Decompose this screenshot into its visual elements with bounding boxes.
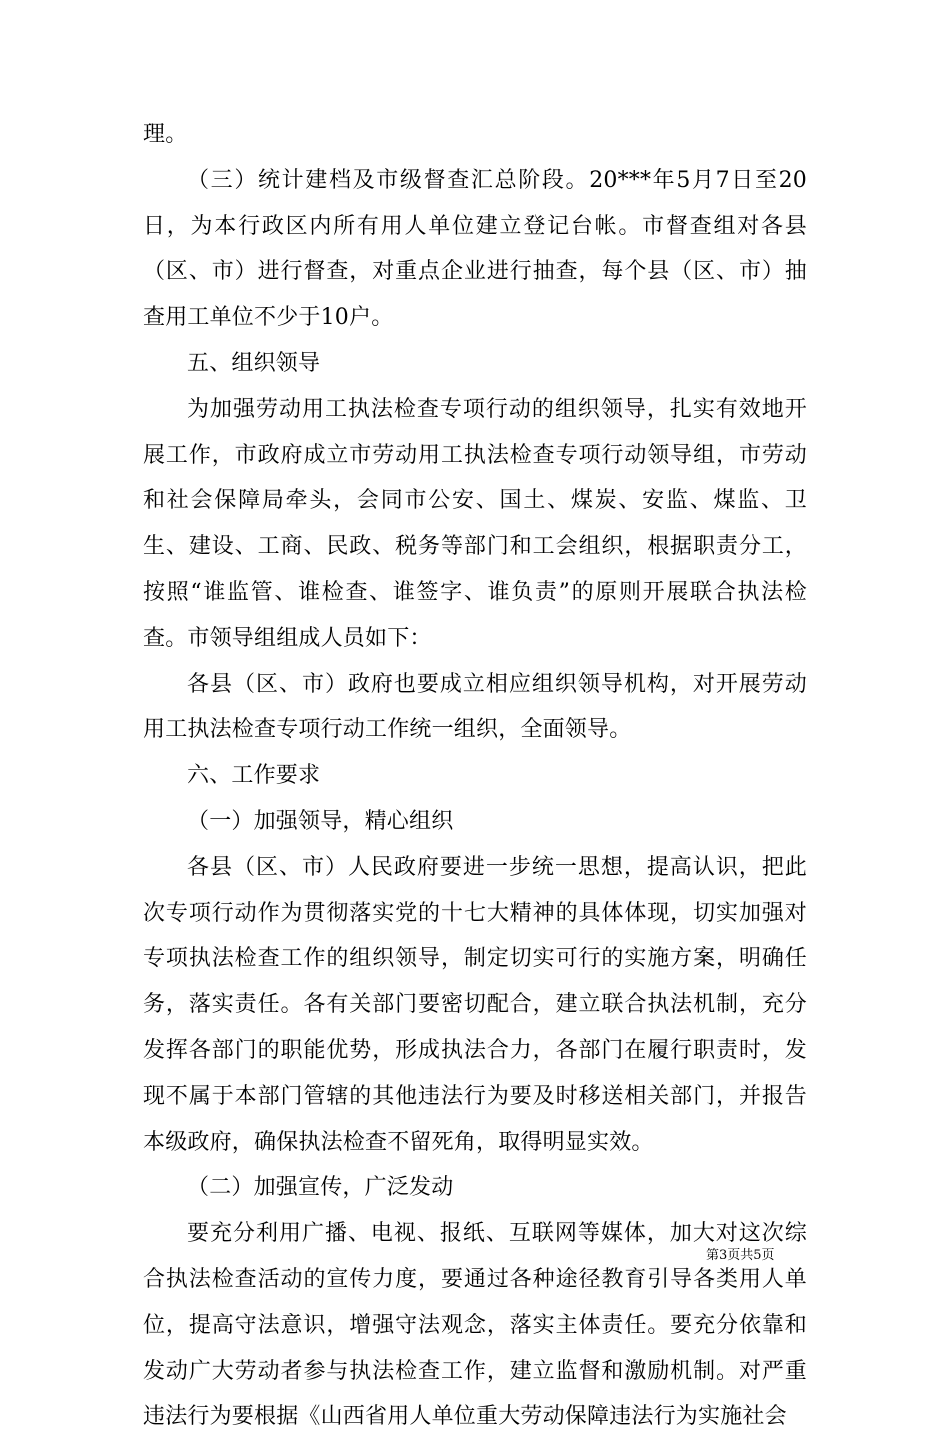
paragraph-3: 为加强劳动用工执法检查专项行动的组织领导，扎实有效地开展工作，市政府成立市劳动用工执法检查专项行动领导组，市劳动和社会保障局牵头，会同市公安、国土、煤炭、安监、煤监、卫生、建设、工商、民政、税务等部门和工会组织，根据职责分工，按照“谁监管、谁检查、谁签字、谁负责”的原则开展联合执法检查。市领导组组成人员如下：: [143, 396, 807, 651]
section-heading-6: 六、工作要求: [187, 763, 321, 789]
page-number: 第3页共5页: [706, 1248, 775, 1263]
paragraph-2: （三）统计建档及市级督查汇总阶段。20***年5月7日至20日，为本行政区内所有用人单位建立登记台帐。市督查组对各县（区、市）进行督查，对重点企业进行抽查，每个县（区、市）抽查用工单位不少于10户。: [143, 167, 807, 331]
subheading-2: （二）加强宣传，广泛发动: [187, 1175, 454, 1201]
paragraph-6: 要充分利用广播、电视、报纸、互联网等媒体，加大对这次综合执法检查活动的宣传力度，要通过各种途径教育引导各类用人单位，提高守法意识，增强守法观念，落实主体责任。要充分依靠和发动广大劳动者参与执法检查工作，建立监督和激励机制。对严重违法行为要根据《山西省用人单位重大劳动保障违法行为实施社会: [143, 1221, 807, 1430]
section-heading-5: 五、组织领导: [187, 350, 321, 376]
subheading-1: （一）加强领导，精心组织: [187, 808, 454, 834]
paragraph-1: 理。: [143, 122, 188, 147]
paragraph-4: 各县（区、市）政府也要成立相应组织领导机构，对开展劳动用工执法检查专项行动工作统一组织，全面领导。: [143, 671, 807, 743]
paragraph-5: 各县（区、市）人民政府要进一步统一思想，提高认识，把此次专项行动作为贯彻落实党的十七大精神的具体体现，切实加强对专项执法检查工作的组织领导，制定切实可行的实施方案，明确任务，落实责任。各有关部门要密切配合，建立联合执法机制，充分发挥各部门的职能优势，形成执法合力，各部门在履行职责时，发现不属于本部门管辖的其他违法行为要及时移送相关部门，并报告本级政府，确保执法检查不留死角，取得明显实效。: [143, 854, 807, 1155]
document-body: [143, 112, 807, 1440]
